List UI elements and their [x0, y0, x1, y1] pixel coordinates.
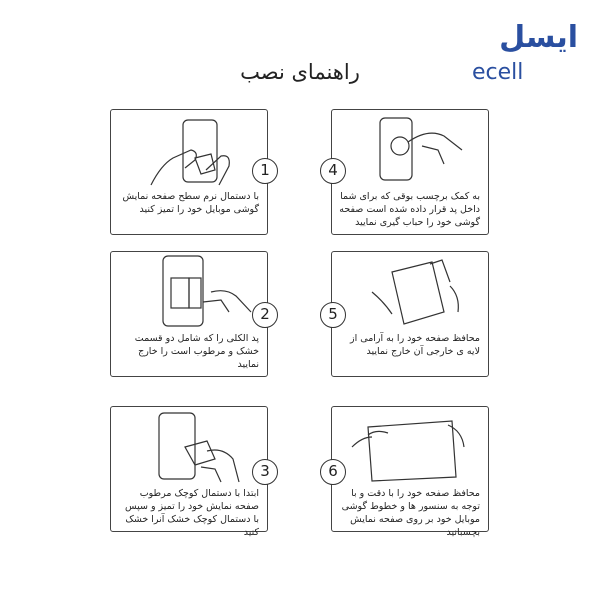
- step-3-number: 3: [252, 459, 278, 485]
- step-5-number: 5: [320, 302, 346, 328]
- step-1-number: 1: [252, 158, 278, 184]
- step-3-card: [110, 406, 268, 538]
- apply-protector-illustration: [332, 407, 490, 485]
- step-2-number: 2: [252, 302, 278, 328]
- step-5-card: [331, 251, 489, 377]
- step-4-number: 4: [320, 158, 346, 184]
- brand-name-fa: ایسل: [499, 20, 578, 55]
- step-1-card: [110, 109, 268, 235]
- dust-sticker-illustration: [332, 110, 490, 188]
- alcohol-pad-illustration: [111, 252, 269, 330]
- step-2-text: پد الکلی را که شامل دو قسمت خشک و مرطوب است را خارج نمایید: [134, 333, 259, 370]
- step-3-text: ابتدا با دستمال کوچک مرطوب صفحه نمایش خود را تمیز و سپس با دستمال کوچک خشک آنرا خشک کنید: [124, 488, 259, 538]
- step-6-text: محافظ صفحه خود را با دقت و با توجه به سنسور ها و خطوط گوشی موبایل خود بر روی صفحه نمایش بچسبانید: [341, 488, 480, 538]
- step-1-text: با دستمال نرم سطح صفحه نمایش گوشی موبایل خود را تمیز کنید: [122, 191, 259, 215]
- peel-film-illustration: [332, 252, 490, 330]
- step-5-text: محافظ صفحه خود را به آرامی از لایه ی خارجی آن خارج نمایید: [350, 333, 480, 357]
- step-6-number: 6: [320, 459, 346, 485]
- brand-name-en: ecell: [472, 60, 524, 85]
- wet-wipe-illustration: [111, 407, 269, 485]
- step-6-card: [331, 406, 489, 538]
- brand-logo: [458, 18, 578, 88]
- step-4-text: به کمک برچسب بوقی که برای شما داخل پد قرار داده شده است صفحه گوشی خود را حباب گیری نمایید: [339, 191, 480, 228]
- page-title: راهنمای نصب: [240, 60, 360, 84]
- step-4-card: [331, 109, 489, 235]
- step-2-card: [110, 251, 268, 377]
- phone-wipe-illustration: [111, 110, 269, 188]
